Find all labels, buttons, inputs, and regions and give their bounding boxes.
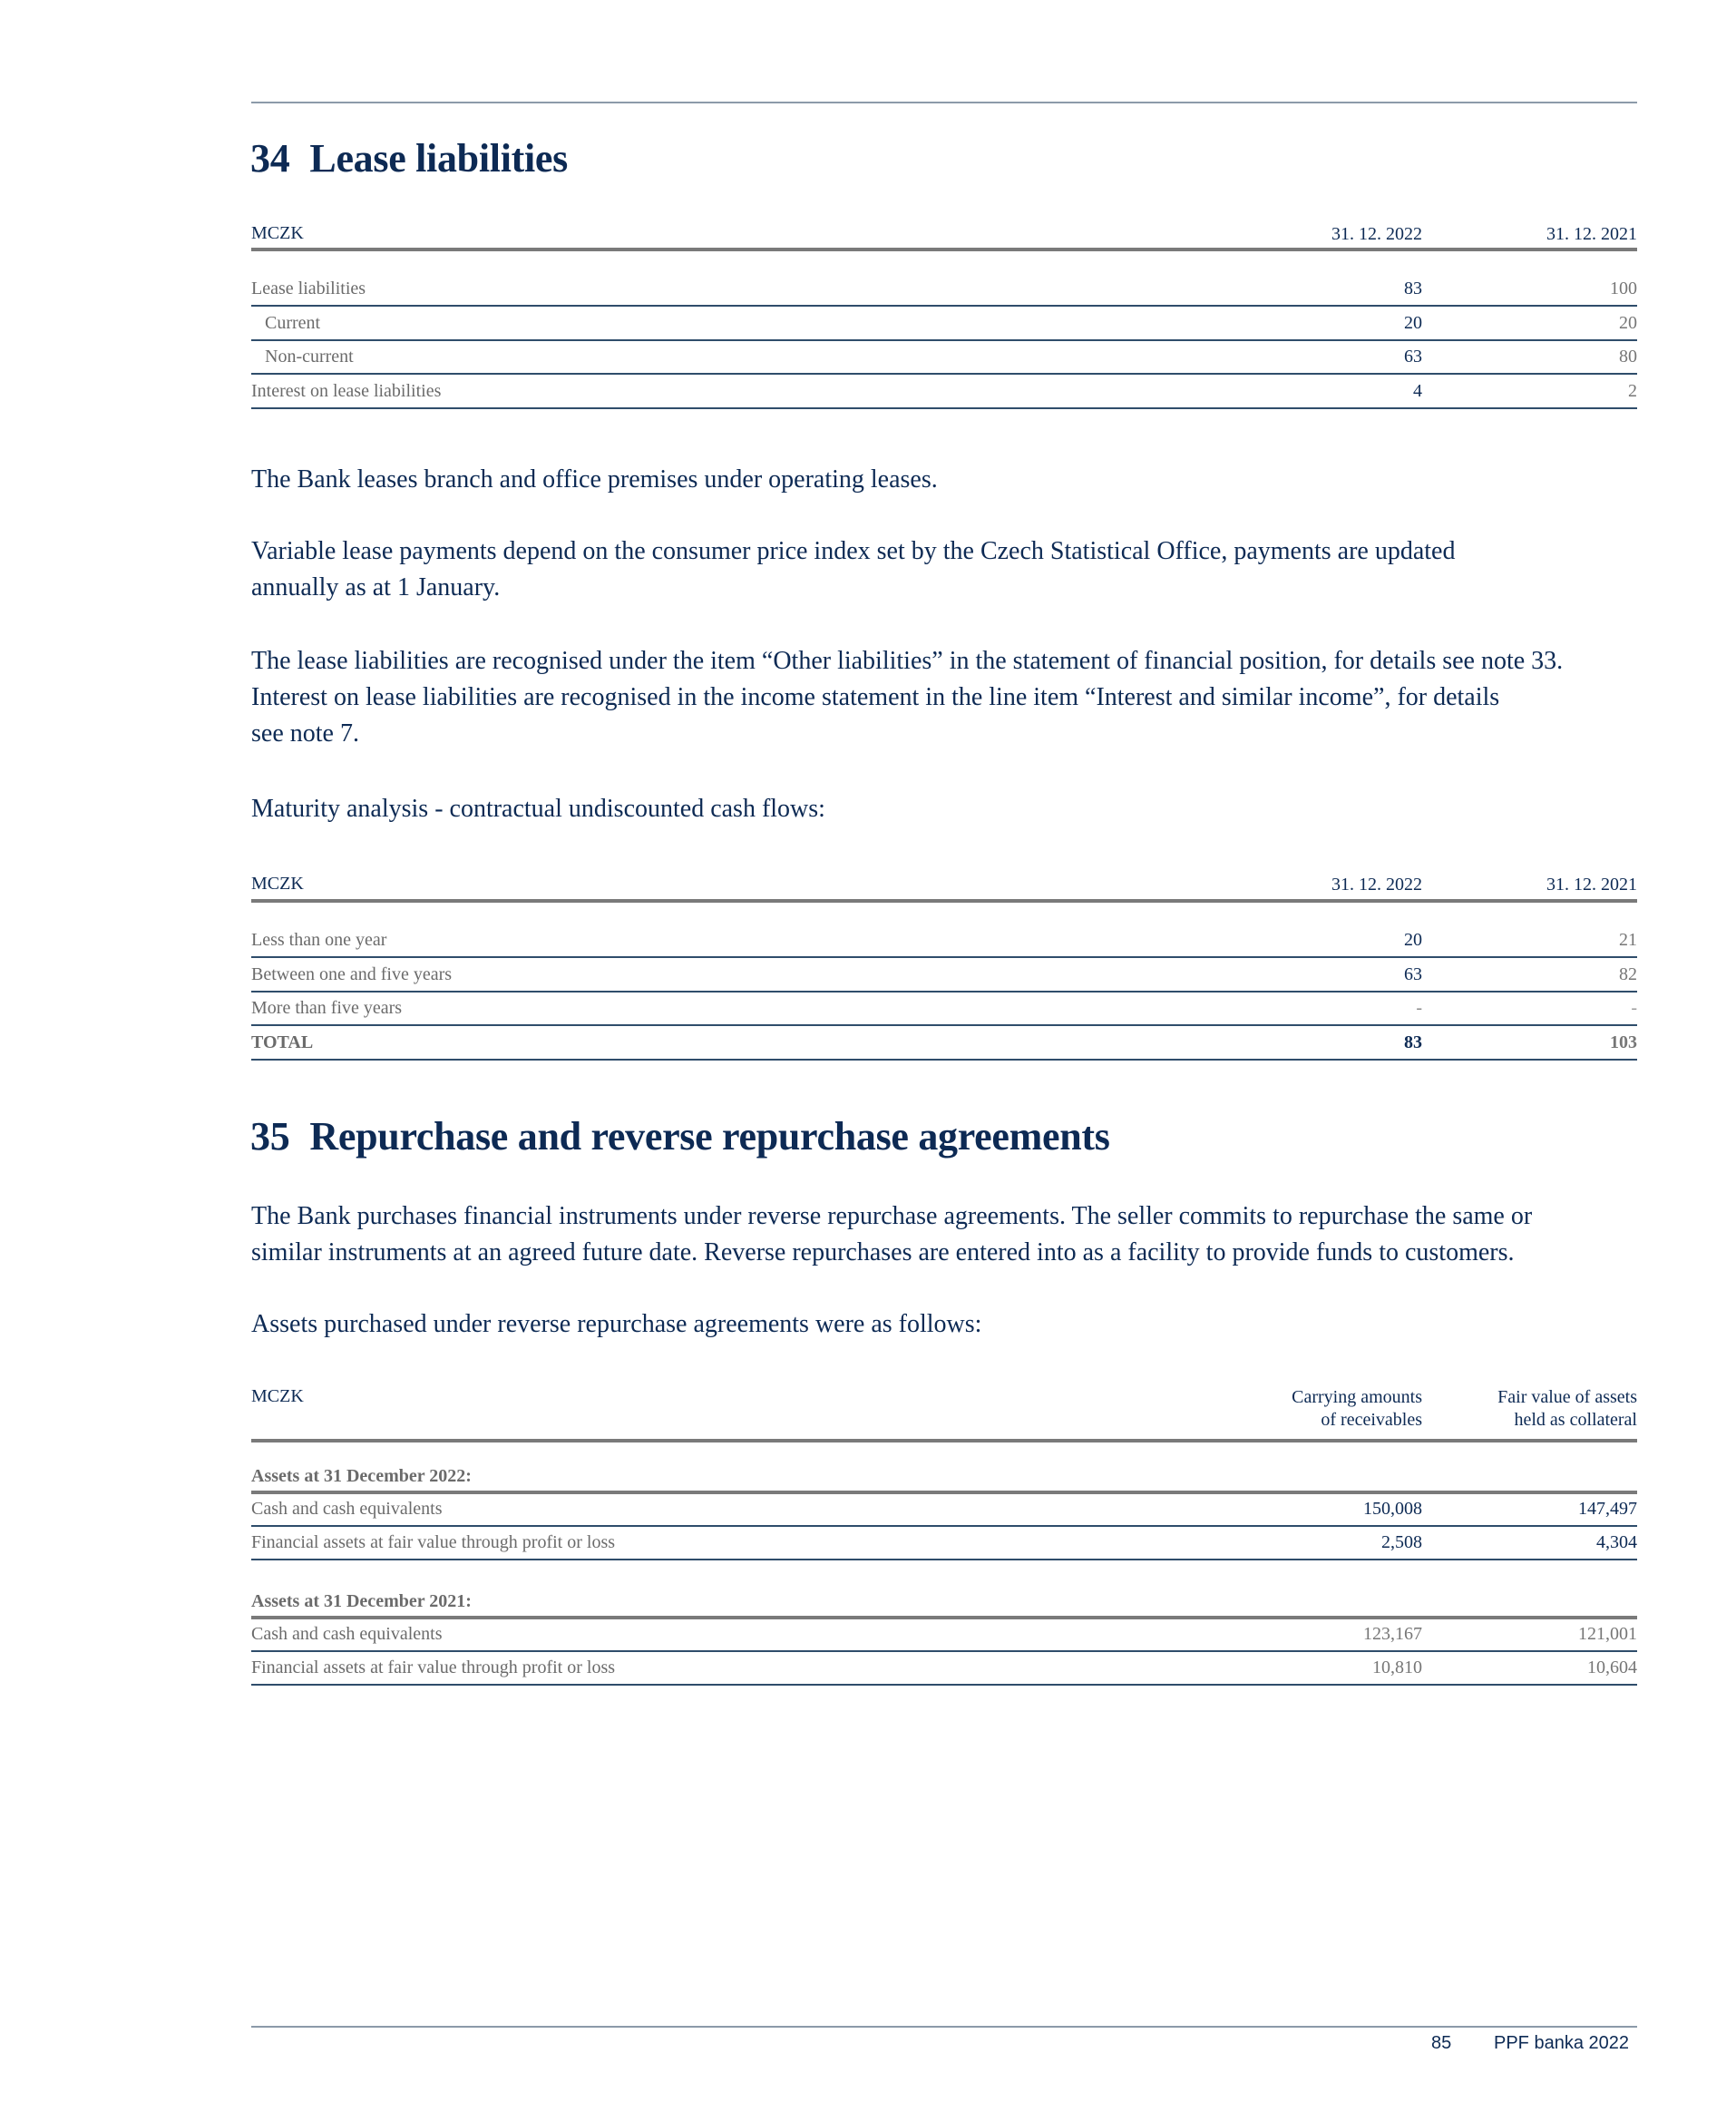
carrying-amount: 2,508 [1381, 1532, 1422, 1552]
row-label: Non-current [265, 347, 354, 367]
row-label: Between one and five years [251, 964, 453, 984]
fair-value: 10,604 [1587, 1658, 1637, 1677]
value-2022: 83 [1404, 279, 1422, 298]
column-header-fair-value [1497, 1386, 1637, 1432]
table-row [251, 1527, 1637, 1560]
row-rule [251, 1559, 1637, 1560]
group-header-2021 [251, 1586, 1637, 1619]
value-2021: 20 [1619, 313, 1637, 333]
paragraph-operating-leases: The Bank leases branch and office premises under operating leases. [251, 465, 938, 494]
publication-name: PPF banka 2022 [1494, 2033, 1629, 2053]
row-label: Financial assets at fair value through profit or loss [251, 1658, 616, 1677]
row-label: Cash and cash equivalents [251, 1499, 443, 1519]
fair-value: 121,001 [1578, 1624, 1637, 1644]
row-rule [251, 373, 1637, 375]
table-row [251, 993, 1637, 1026]
footer-divider [251, 2026, 1637, 2028]
header-rule [251, 1439, 1637, 1442]
group-label: Assets at 31 December 2021: [251, 1591, 472, 1611]
section-34-heading [250, 136, 568, 181]
row-label: More than five years [251, 998, 403, 1018]
paragraph-assets-purchased: Assets purchased under reverse repurchase agreements were as follows: [251, 1310, 982, 1338]
table-row [251, 1618, 1637, 1652]
value-2021: 21 [1619, 930, 1637, 950]
paragraph-variable-payments-line2: annually as at 1 January. [251, 573, 501, 601]
column-header-2021: 31. 12. 2021 [1546, 224, 1637, 244]
page-number: 85 [1431, 2033, 1452, 2053]
row-label: Less than one year [251, 930, 387, 950]
row-label: TOTAL [251, 1032, 314, 1052]
value-2021: 82 [1619, 964, 1637, 984]
table-row-total [251, 1027, 1637, 1061]
table-unit-label: MCZK [251, 874, 304, 894]
paragraph-reverse-repo-line2: similar instruments at an agreed future date. Reverse repurchases are entered into as a facility to provide funds to customers. [251, 1238, 1515, 1266]
table-row [251, 308, 1637, 341]
table-unit-label: MCZK [251, 223, 304, 243]
table-row [251, 1652, 1637, 1686]
row-label: Financial assets at fair value through profit or loss [251, 1532, 616, 1552]
fair-value: 4,304 [1596, 1532, 1637, 1552]
value-2021: 2 [1628, 381, 1637, 401]
section-number: 35 [250, 1114, 290, 1159]
row-rule [251, 407, 1637, 409]
value-2021: 100 [1610, 279, 1637, 298]
value-2022: 63 [1404, 347, 1422, 367]
row-label: Interest on lease liabilities [251, 381, 442, 401]
group-header-2022 [251, 1461, 1637, 1494]
table-row [251, 924, 1637, 958]
table-row [251, 376, 1637, 409]
carrying-amount: 10,810 [1372, 1658, 1422, 1677]
column-header-line2: held as collateral [1514, 1410, 1637, 1430]
carrying-amount: 123,167 [1363, 1624, 1422, 1644]
header-rule [251, 248, 1637, 251]
column-header-carrying-amounts [1292, 1386, 1422, 1432]
section-title: Lease liabilities [309, 136, 568, 181]
section-title: Repurchase and reverse repurchase agreements [309, 1114, 1110, 1159]
row-rule [251, 1024, 1637, 1026]
row-label: Lease liabilities [251, 279, 366, 298]
paragraph-recognition-line1: The lease liabilities are recognised under the item “Other liabilities” in the statement of financial position, for details see note 33. [251, 647, 1564, 675]
paragraph-variable-payments-line1: Variable lease payments depend on the consumer price index set by the Czech Statistical Office, payments are updated [251, 537, 1456, 565]
column-header-line1: Carrying amounts [1292, 1387, 1422, 1407]
paragraph-recognition-line2: Interest on lease liabilities are recognised in the income statement in the line item “Interest and similar income”, for details [251, 683, 1500, 711]
paragraph-reverse-repo-line1: The Bank purchases financial instruments under reverse repurchase agreements. The seller commits to repurchase the same or [251, 1202, 1533, 1230]
table-row [251, 273, 1637, 307]
header-rule [251, 899, 1637, 903]
value-2022: 4 [1413, 381, 1422, 401]
fair-value: 147,497 [1578, 1499, 1637, 1519]
paragraph-recognition-line3: see note 7. [251, 719, 359, 748]
table-row [251, 959, 1637, 993]
value-2021: 80 [1619, 347, 1637, 367]
value-2022: 63 [1404, 964, 1422, 984]
value-2022: 20 [1404, 930, 1422, 950]
value-2022: - [1416, 998, 1422, 1018]
column-header-line1: Fair value of assets [1497, 1387, 1637, 1407]
paragraph-maturity-analysis: Maturity analysis - contractual undiscounted cash flows: [251, 795, 825, 823]
value-2022: 83 [1404, 1032, 1422, 1052]
group-label: Assets at 31 December 2022: [251, 1466, 472, 1486]
table-row [251, 1493, 1637, 1527]
section-number: 34 [250, 136, 290, 181]
column-header-2022: 31. 12. 2022 [1331, 224, 1422, 244]
row-label: Cash and cash equivalents [251, 1624, 443, 1644]
table-row [251, 341, 1637, 375]
table-unit-label: MCZK [251, 1386, 304, 1406]
carrying-amount: 150,008 [1363, 1499, 1422, 1519]
column-header-line2: of receivables [1321, 1410, 1422, 1430]
value-2022: 20 [1404, 313, 1422, 333]
section-35-heading [250, 1114, 1110, 1159]
row-rule [251, 1684, 1637, 1686]
row-label: Current [265, 313, 321, 333]
column-header-2022: 31. 12. 2022 [1331, 875, 1422, 895]
column-header-2021: 31. 12. 2021 [1546, 875, 1637, 895]
row-rule [251, 305, 1637, 307]
value-2021: - [1631, 998, 1637, 1018]
top-divider [251, 102, 1637, 103]
row-rule [251, 1059, 1637, 1061]
value-2021: 103 [1610, 1032, 1637, 1052]
row-rule [251, 956, 1637, 958]
